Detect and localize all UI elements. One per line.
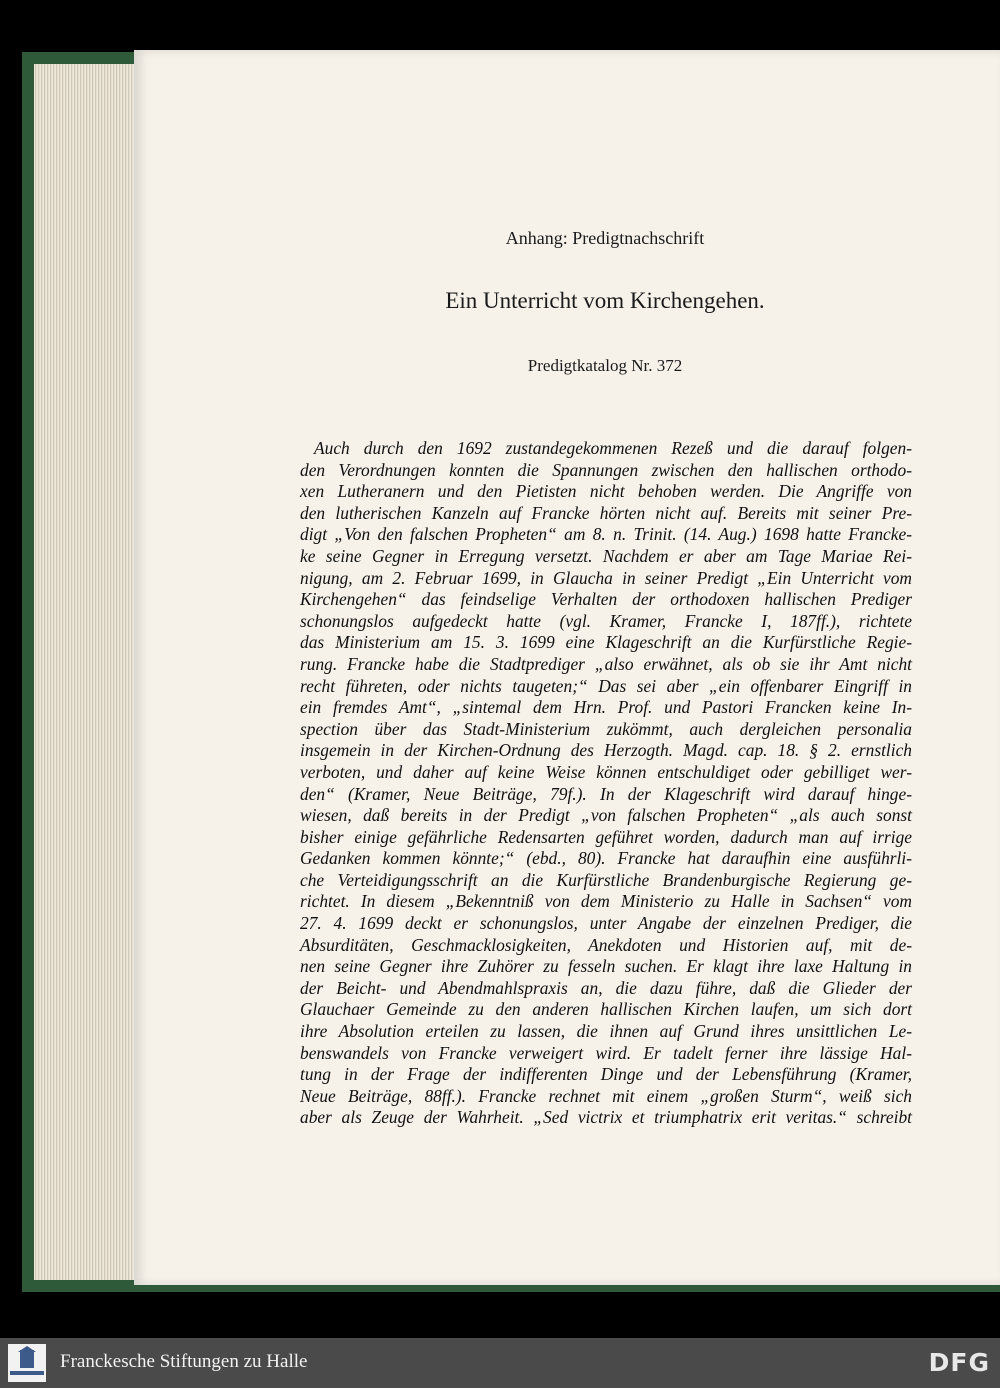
body-line: den“ (Kramer, Neue Beiträge, 79f.). In der Klageschrift wird darauf hinge- bbox=[300, 783, 912, 804]
body-line: Kirchengehen“ das feindselige Verhalten der orthodoxen hallischen Prediger bbox=[300, 589, 912, 610]
body-line: richtet. In diesem „Bekenntniß von dem Ministerio zu Halle in Sachsen“ vom bbox=[300, 891, 912, 912]
page-edges bbox=[34, 64, 134, 1280]
body-line: der Beicht- und Abendmahlspraxis an, die dazu führe, daß die Glieder der bbox=[300, 977, 912, 998]
body-line: benswandels von Francke verweigert wird. Er tadelt ferner ihre lässige Hal- bbox=[300, 1042, 912, 1063]
body-line: che Verteidigungsschrift an die Kurfürstliche Brandenburgische Regierung ge- bbox=[300, 869, 912, 890]
body-line: ein fremdes Amt“, „sintemal dem Hrn. Prof. und Pastori Francken keine In- bbox=[300, 697, 912, 718]
sermon-title: Ein Unterricht vom Kirchengehen. bbox=[445, 288, 765, 313]
viewer-footer bbox=[0, 1338, 1000, 1388]
body-line: nigung, am 2. Februar 1699, in Glaucha in seiner Predigt „Ein Unterricht vom bbox=[300, 567, 912, 588]
body-line: den lutherischen Kanzeln auf Francke hörten nicht auf. Bereits mit seiner Pre- bbox=[300, 502, 912, 523]
body-line: aber als Zeuge der Wahrheit. „Sed victrix et triumphatrix erit veritas.“ schreibt bbox=[300, 1107, 912, 1128]
body-line: insgemein in der Kirchen-Ordnung des Herzogth. Magd. cap. 18. § 2. ernstlich bbox=[300, 740, 912, 761]
catalog-number: Predigtkatalog Nr. 372 bbox=[527, 356, 683, 375]
dfg-logo[interactable]: DFG bbox=[928, 1348, 990, 1377]
body-line: ihre Absolution erteilen zu lassen, die ihnen auf Grund ihres unsittlichen Le- bbox=[300, 1021, 912, 1042]
body-line: Glauchaer Gemeinde zu den anderen hallischen Kirchen laufen, um sich dort bbox=[300, 999, 912, 1020]
body-line: Absurditäten, Geschmacklosigkeiten, Anekdoten und Historien auf, mit de- bbox=[300, 934, 912, 955]
body-line: bisher einige gefährliche Redensarten geführet worden, dadurch man auf irrige bbox=[300, 826, 912, 847]
body-line: verboten, und daher auf keine Weise können entschuldiget oder gebilliget wer- bbox=[300, 761, 912, 782]
body-text bbox=[300, 438, 912, 1129]
institution-name[interactable]: Franckesche Stiftungen zu Halle bbox=[60, 1351, 308, 1372]
body-line: Auch durch den 1692 zustandegekommenen Rezeß und die darauf folgen- bbox=[314, 438, 912, 458]
franckesche-stiftungen-logo-icon[interactable] bbox=[8, 1344, 46, 1382]
body-line: tung in der Frage der indifferenten Dinge und der Lebensführung (Kramer, bbox=[300, 1064, 912, 1085]
body-line: wiesen, daß bereits in der Predigt „von falschen Propheten“ „als auch sonst bbox=[300, 805, 912, 826]
body-line: spection über das Stadt-Ministerium zukömmt, auch dergleichen personalia bbox=[300, 718, 912, 739]
body-line: schonungslos aufgedeckt hatte (vgl. Kramer, Francke I, 187ff.), richtete bbox=[300, 610, 912, 631]
body-line: Gedanken kommen könnte;“ (ebd., 80). Francke hat daraufhin eine ausführli- bbox=[300, 848, 912, 869]
body-line: 27. 4. 1699 deckt er schonungslos, unter Angabe der einzelnen Prediger, die bbox=[300, 913, 912, 934]
body-line: rung. Francke habe die Stadtprediger „also erwähnet, als ob sie ihr Amt nicht bbox=[300, 653, 912, 674]
appendix-heading: Anhang: Predigtnachschrift bbox=[505, 228, 705, 248]
body-line: nen seine Gegner ihre Zuhörer zu fesseln suchen. Er klagt ihre laxe Haltung in bbox=[300, 956, 912, 977]
body-line: recht führeten, oder nichts taugeten;“ Das sei aber „ein offenbarer Eingriff in bbox=[300, 675, 912, 696]
body-line: das Ministerium am 15. 3. 1699 eine Klageschrift an die Kurfürstliche Regie- bbox=[300, 632, 912, 653]
body-line: digt „Von den falschen Propheten“ am 8. n. Trinit. (14. Aug.) 1698 hatte Francke- bbox=[300, 524, 912, 545]
body-line: ke seine Gegner in Erregung versetzt. Nachdem er aber am Tage Mariae Rei- bbox=[300, 545, 912, 566]
body-line: xen Lutheranern und den Pietisten nicht behoben werden. Die Angriffe von bbox=[300, 481, 912, 502]
body-line: Neue Beiträge, 88ff.). Francke rechnet mit einem „großen Sturm“, weiß sich bbox=[300, 1085, 912, 1106]
body-line: den Verordnungen konnten die Spannungen zwischen den hallischen orthodo- bbox=[300, 459, 912, 480]
